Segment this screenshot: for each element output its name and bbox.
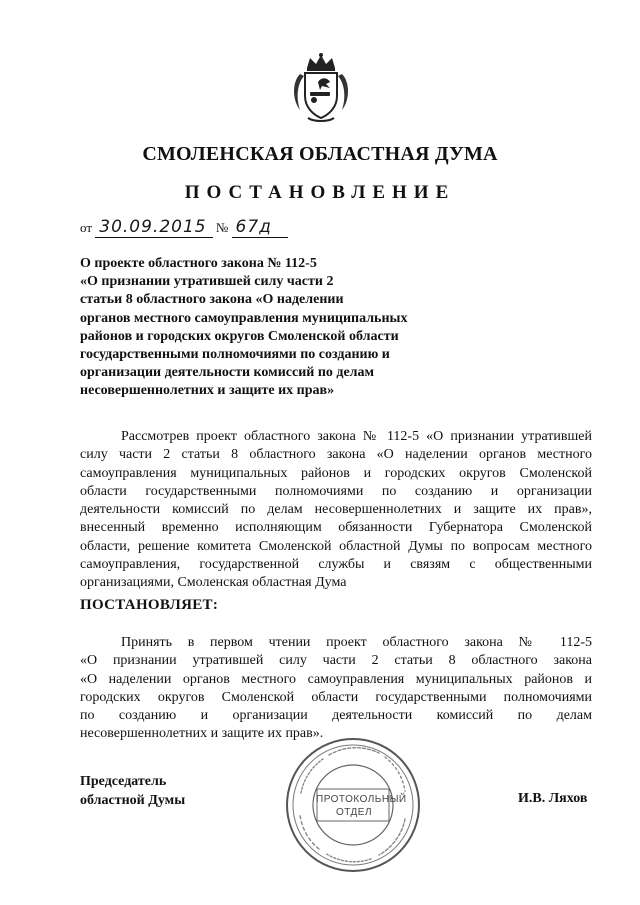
seal-label-line: ОТДЕЛ (335, 807, 373, 818)
coat-of-arms-icon (290, 52, 352, 124)
resolution-paragraph (80, 634, 592, 744)
resolution-line: несовершеннолетних и защите их прав». (80, 726, 324, 742)
subject-line: органов местного самоуправления муниципальных (80, 310, 408, 326)
handwritten-number: 67д (232, 217, 288, 238)
preamble-line: области государственными полномочиями по созданию и организации (80, 483, 592, 499)
preamble-paragraph (80, 428, 592, 593)
signer-position-line: Председатель (80, 774, 167, 789)
subject-line: О проекте областного закона № 112-5 (80, 256, 317, 271)
resolution-line: Принять в первом чтении проект областного закона № 112-5 (121, 635, 592, 650)
decree-word: ПОСТАНОВЛЯЕТ: (80, 597, 219, 613)
date-number-line (80, 217, 288, 238)
subject-line: районов и городских округов Смоленской области (80, 328, 399, 344)
preamble-line: самоуправления, государственной службы и связям с общественными (80, 557, 592, 573)
document-subject (80, 255, 440, 401)
preamble-line: силу части 2 статьи 8 областного закона «О наделении органов местного (80, 447, 592, 463)
preamble-line: внесенный временно исполняющим обязанности Губернатора Смоленской (80, 520, 592, 536)
subject-line: «О признании утратившей силу части 2 (80, 274, 334, 290)
signer-name: И.В. Ляхов (518, 791, 588, 806)
signer-position-line: областной Думы (80, 793, 186, 808)
preamble-line: деятельности комиссий по делам несовершеннолетних и защите их прав», (80, 502, 592, 518)
preamble-line: области, решение комитета Смоленской областной Думы по вопросам местного (80, 538, 592, 554)
resolution-line: по созданию и организации деятельности комиссий по делам (80, 708, 592, 724)
organization-title: СМОЛЕНСКАЯ ОБЛАСТНАЯ ДУМА (142, 143, 498, 165)
resolution-line: «О признании утратившей силу части 2 статьи 8 областного закона (80, 653, 592, 669)
subject-line: государственными полномочиями по созданию и (80, 347, 390, 363)
preamble-line: организациями, Смоленская областная Дума (80, 575, 347, 591)
seal-label (316, 793, 407, 819)
handwritten-date: 30.09.2015 (95, 217, 212, 238)
preamble-line: Рассмотрев проект областного закона № 112-5 «О признании утратившей (121, 429, 592, 444)
preamble-line: самоуправления муниципальных районов и городских округов Смоленской (80, 465, 592, 481)
subject-line: несовершеннолетних и защите их прав» (80, 383, 335, 399)
resolution-line: «О наделении органов местного самоуправления муниципальных районов и (80, 671, 592, 687)
subject-line: статьи 8 областного закона «О наделении (80, 292, 344, 308)
document-type-title: ПОСТАНОВЛЕНИЕ (184, 182, 456, 203)
seal-label-line: ПРОТОКОЛЬНЫЙ (316, 794, 407, 805)
number-label: № (215, 220, 229, 235)
subject-line: организации деятельности комиссий по делам (80, 365, 375, 381)
signer-position (80, 772, 185, 810)
from-label: от (80, 220, 93, 235)
resolution-line: городских округов Смоленской области государственными полномочиями (80, 689, 592, 705)
